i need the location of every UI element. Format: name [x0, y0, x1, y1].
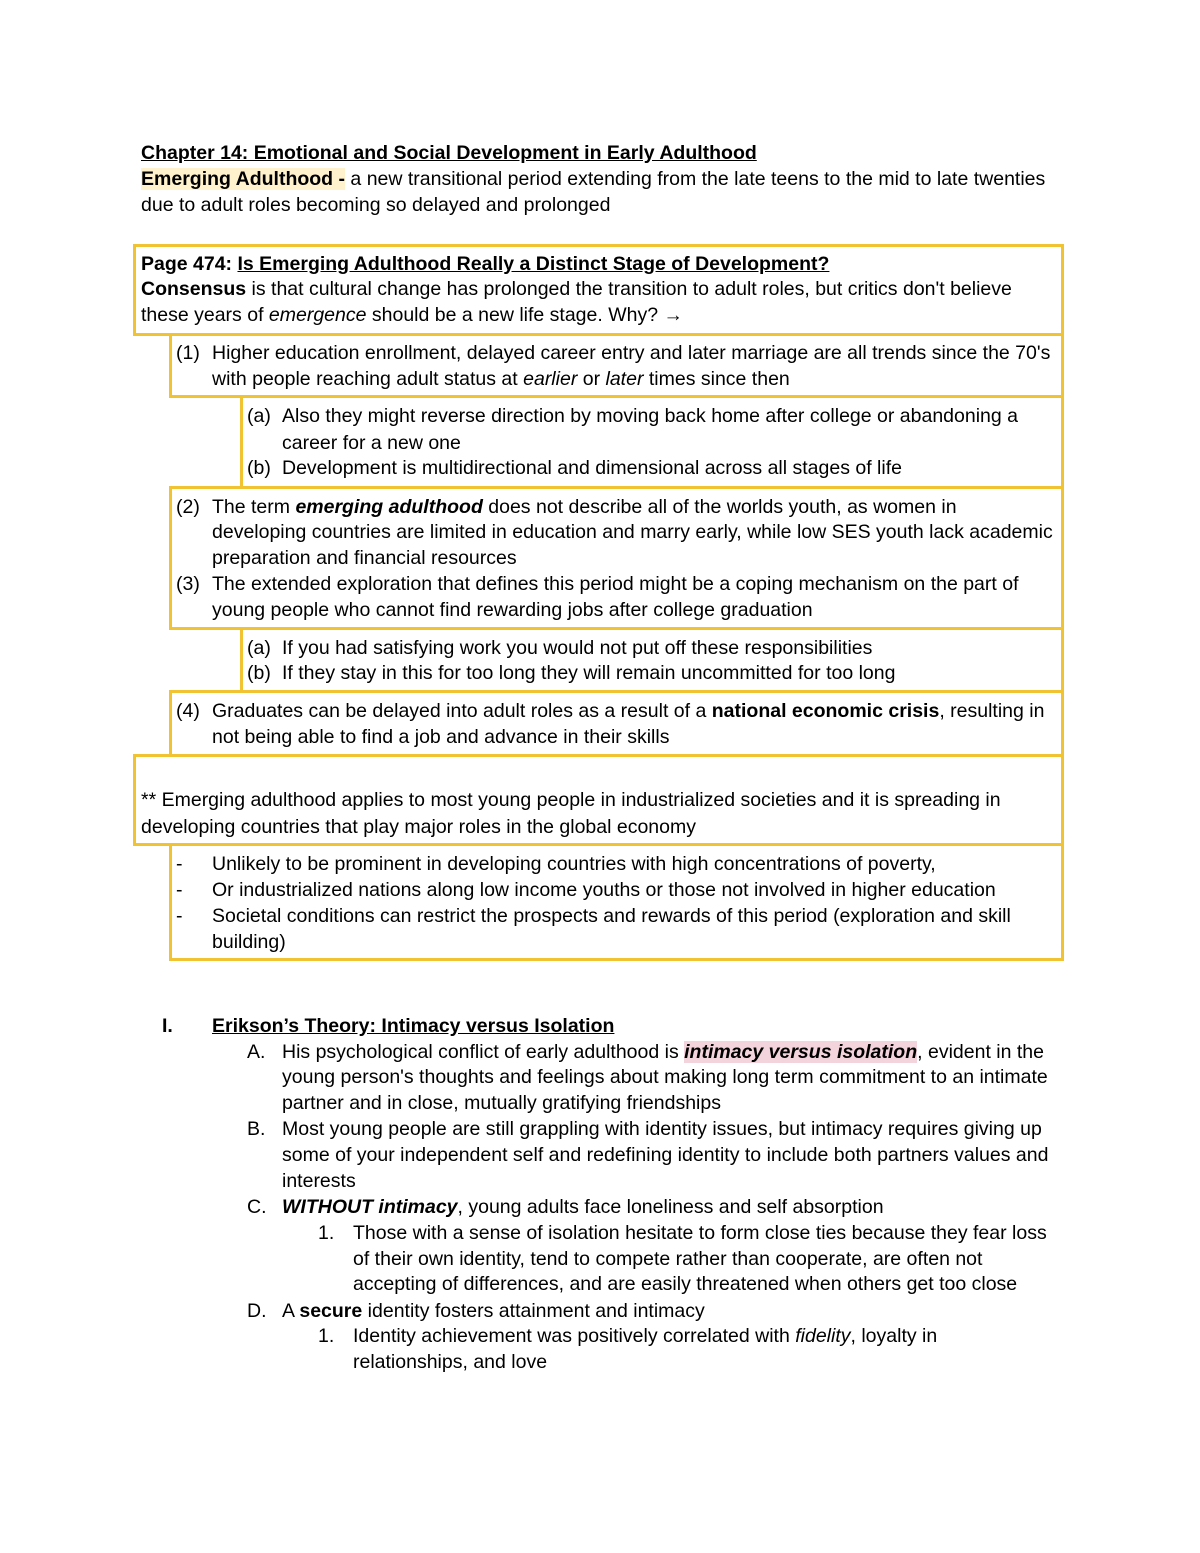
definition-line-2: due to adult roles becoming so delayed and prolonged — [141, 194, 611, 216]
point3a-line-1: If you had satisfying work you would not put off these responsibilities — [282, 637, 873, 659]
point3-line-2: young people who cannot find rewarding jobs after college graduation — [212, 599, 813, 621]
item-a-line-3: partner and in close, mutually gratifying friendships — [282, 1092, 721, 1114]
item-c1-line-1: Those with a sense of isolation hesitate to form close ties because they fear loss — [353, 1222, 1047, 1244]
item-a-label: A. — [247, 1041, 266, 1063]
item-d-label: D. — [247, 1300, 267, 1322]
emerging-adulthood-term: Emerging Adulthood - — [141, 168, 346, 190]
dash-item-3-line-2: building) — [212, 931, 286, 953]
item-d1-label: 1. — [318, 1325, 335, 1347]
point3b-line-1: If they stay in this for too long they will remain uncommitted for too long — [282, 662, 896, 684]
definition-line-1: a new transitional period extending from the late teens to the mid to late twenties — [345, 168, 1046, 190]
point4-label: (4) — [176, 700, 200, 722]
page474-title: Is Emerging Adulthood Really a Distinct Stage of Development? — [237, 253, 830, 275]
point2-line-2: developing countries are limited in education and marry early, while low SES youth lack academic — [212, 521, 1053, 543]
item-a-line-2: young person's thoughts and feelings about making long term commitment to an intimate — [282, 1066, 1048, 1088]
item-c1-line-2: of their own identity, tend to compete rather than cooperate, are often not — [353, 1248, 983, 1270]
point4-line-2: not being able to find a job and advance in their skills — [212, 726, 670, 748]
page474-line-2: these years of emergence should be a new life stage. Why? → — [141, 304, 683, 326]
item-d-line-1: A secure identity fosters attainment and intimacy — [282, 1300, 705, 1322]
note-line-2: developing countries that play major roles in the global economy — [141, 816, 696, 838]
point4-line-1: Graduates can be delayed into adult roles as a result of a national economic crisis, resulting in — [212, 700, 1045, 722]
dash-marker: - — [176, 853, 183, 875]
point2-label: (2) — [176, 496, 200, 518]
item-d1-line-1: Identity achievement was positively correlated with fidelity, loyalty in — [353, 1325, 938, 1347]
point1a-line-1: Also they might reverse direction by moving back home after college or abandoning a — [282, 405, 1018, 427]
intimacy-versus-isolation-highlight: intimacy versus isolation — [684, 1041, 918, 1063]
point1-line-1: Higher education enrollment, delayed career entry and later marriage are all trends since the 70's — [212, 342, 1051, 364]
page474-heading: Page 474: Is Emerging Adulthood Really a Distinct Stage of Development? — [141, 253, 830, 275]
point1a-line-2: career for a new one — [282, 432, 461, 454]
item-b-line-1: Most young people are still grappling with identity issues, but intimacy requires giving up — [282, 1118, 1042, 1140]
point3-label: (3) — [176, 573, 200, 595]
item-c1-line-3: accepting of differences, and are easily threatened when others get too close — [353, 1273, 1018, 1295]
point1-line-2: with people reaching adult status at earlier or later times since then — [212, 368, 790, 390]
emerging-adulthood-definition — [141, 166, 1045, 192]
point3-line-1: The extended exploration that defines this period might be a coping mechanism on the part of — [212, 573, 1019, 595]
item-c-line-1: WITHOUT intimacy, young adults face loneliness and self absorption — [282, 1196, 884, 1218]
item-c1-label: 1. — [318, 1222, 335, 1244]
point2-line-3: preparation and financial resources — [212, 547, 517, 569]
item-b-line-3: interests — [282, 1170, 356, 1192]
dash-item-2: Or industrialized nations along low income youths or those not involved in higher education — [212, 879, 996, 901]
point2-line-1: The term emerging adulthood does not describe all of the worlds youth, as women in — [212, 496, 957, 518]
item-c-label: C. — [247, 1196, 267, 1218]
point1b-label: (b) — [247, 457, 271, 479]
item-b-label: B. — [247, 1118, 266, 1140]
page474-line-1: Consensus is that cultural change has prolonged the transition to adult roles, but critics don't believe — [141, 278, 1012, 300]
point1b-line-1: Development is multidirectional and dimensional across all stages of life — [282, 457, 902, 479]
section-title: Erikson’s Theory: Intimacy versus Isolation — [212, 1015, 615, 1037]
point3a-label: (a) — [247, 637, 271, 659]
dash-marker: - — [176, 879, 183, 901]
note-line-1: ** Emerging adulthood applies to most young people in industrialized societies and it is spreading in — [141, 789, 1001, 811]
chapter-title: Chapter 14: Emotional and Social Development in Early Adulthood — [141, 142, 757, 164]
dash-item-3: Societal conditions can restrict the prospects and rewards of this period (exploration and skill — [212, 905, 1011, 927]
dash-marker: - — [176, 905, 183, 927]
point3b-label: (b) — [247, 662, 271, 684]
item-a-line-1: His psychological conflict of early adulthood is intimacy versus isolation, evident in the — [282, 1041, 1044, 1063]
section-numeral: I. — [162, 1015, 173, 1037]
dash-item-1: Unlikely to be prominent in developing countries with high concentrations of poverty, — [212, 853, 936, 875]
point1a-label: (a) — [247, 405, 271, 427]
item-b-line-2: some of your independent self and redefining identity to include both partners values and — [282, 1144, 1049, 1166]
point1-label: (1) — [176, 342, 200, 364]
item-d1-line-2: relationships, and love — [353, 1351, 548, 1373]
